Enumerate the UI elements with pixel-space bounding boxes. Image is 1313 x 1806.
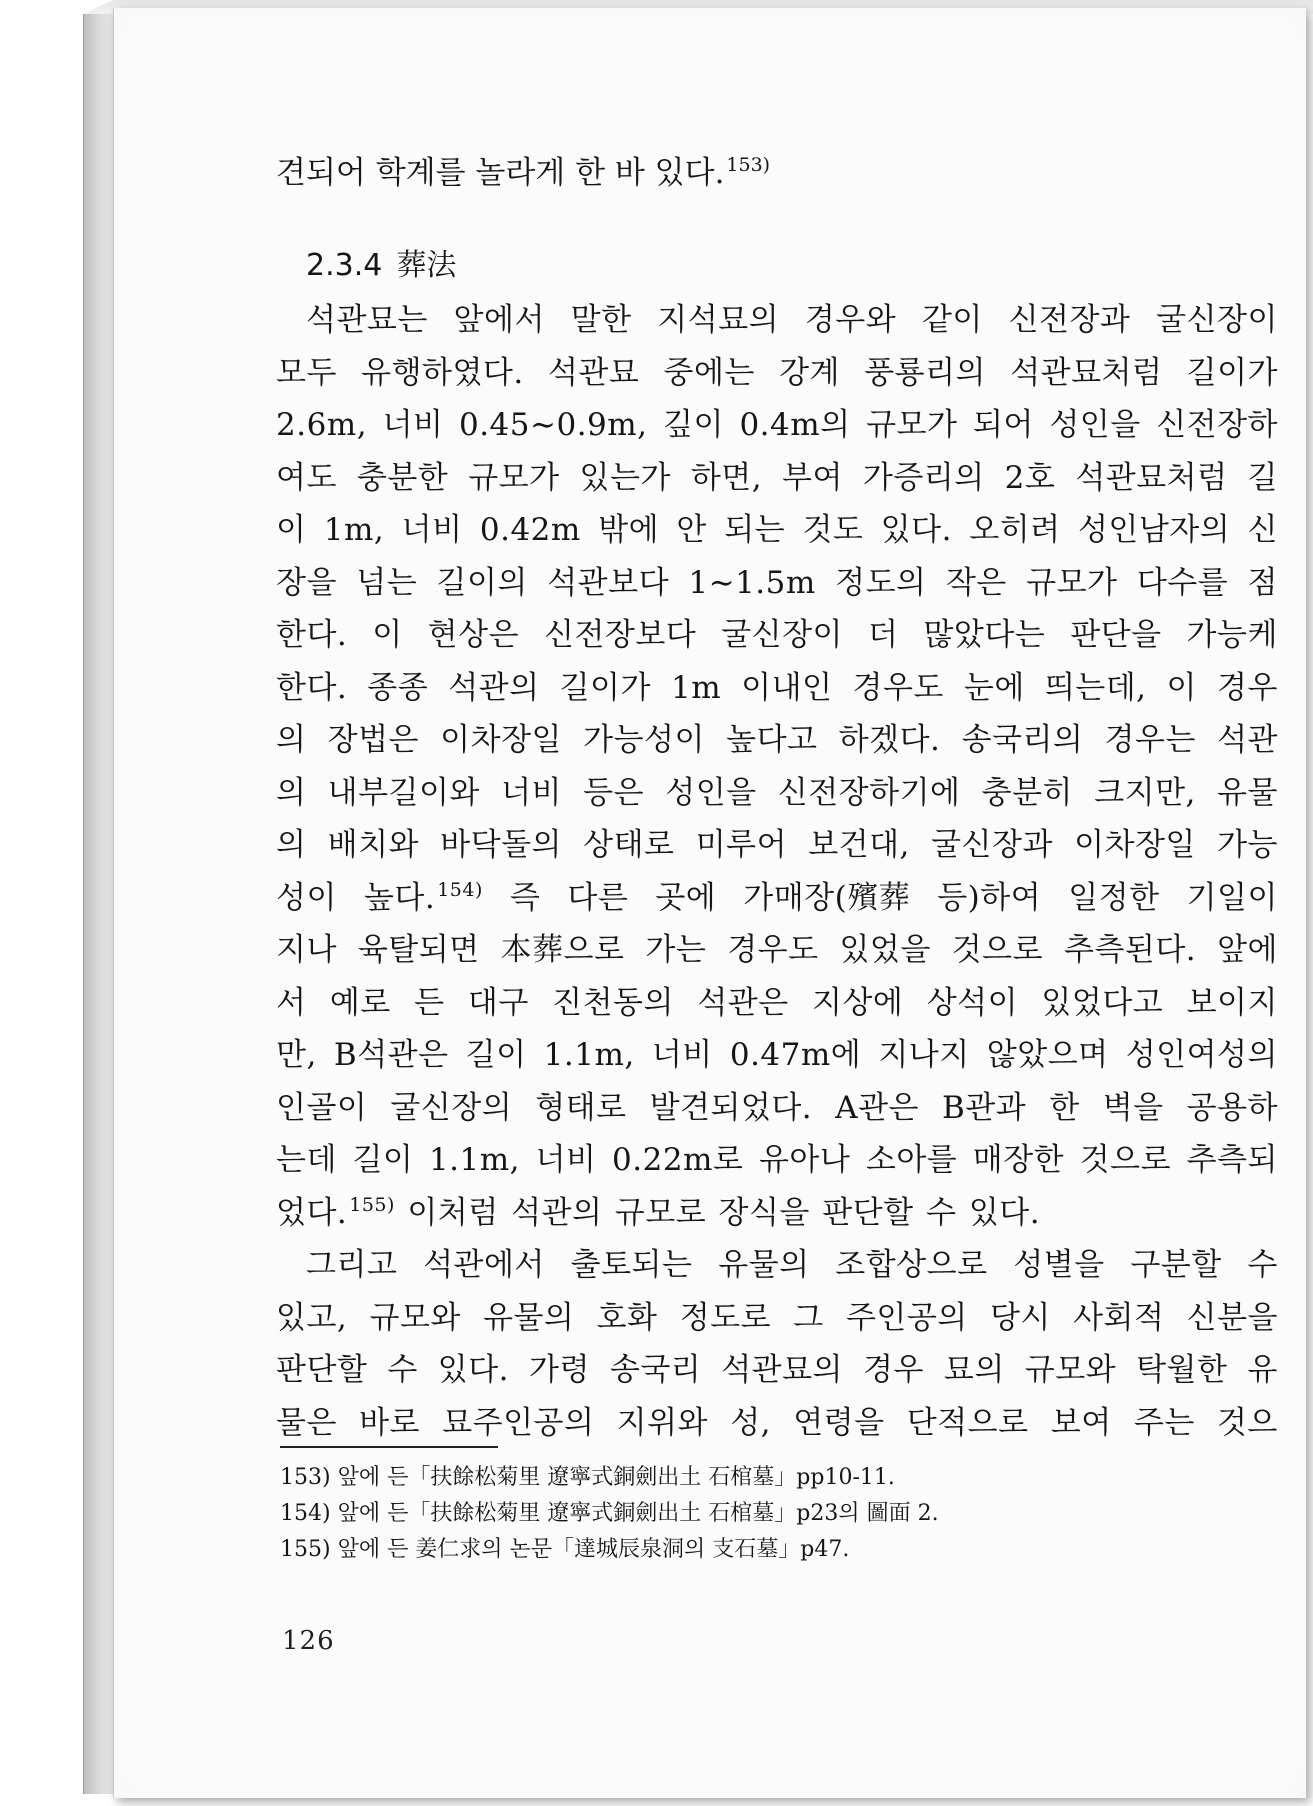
paragraph-burial-methods [276,294,1278,872]
book [83,0,1313,1806]
footnote-ref-155[interactable]: 155) [349,1193,395,1216]
footnote-154: 154) 앞에 든「扶餘松菊里 遼寧式銅劍出土 石棺墓」p23의 圖面 2. [280,1501,939,1526]
text-line: 한다. 종종 석관의 길이가 1m 이내인 경우도 눈에 띄는데, 이 경우 [276,669,1278,706]
page-number: 126 [282,1626,335,1656]
section-title: 葬法 [396,248,457,283]
text-line: 있고, 규모와 유물의 호화 정도로 그 주인공의 당시 사회적 신분을 [276,1299,1278,1336]
footnote-divider [280,1446,498,1448]
footnotes [280,1460,1240,1568]
text-line: 그리고 석관에서 출토되는 유물의 조합상으로 성별을 구분할 수 [306,1247,1278,1283]
text-line: 의 장법은 이차장일 가능성이 높다고 하겠다. 송국리의 경우는 석관 [276,722,1278,758]
paragraph-artifacts [276,1239,1278,1449]
text-line-fn154: 성이 높다. $^{154)}$ 즉 다른 곳에 가매장(殯葬 등)하여 일정한 기일이 [276,878,1278,916]
text-line: 의 배치와 바닥돌의 상태로 미루어 보건대, 굴신장과 이차장일 가능 [276,827,1278,863]
text-line: 서 예로 든 대구 진천동의 석관은 지상에 상석이 있었다고 보이지 [276,984,1278,1021]
text-line-fn155: 었다. $^{155)}$ 이처럼 석관의 규모로 장식을 판단할 수 있다. [276,1193,1041,1231]
book-spine-edge [83,14,114,1794]
continuation-text: 견되어 학계를 놀라게 한 바 있다. [276,155,725,191]
text-line: 석관묘는 앞에서 말한 지석묘의 경우와 같이 신전장과 굴신장이 [306,302,1278,338]
text-line: 한다. 이 현상은 신전장보다 굴신장이 더 많았다는 판단을 가능케 [276,617,1278,653]
text-line: 지나 육탈되면 本葬으로 가는 경우도 있었을 것으로 추측된다. 앞에 [276,932,1278,968]
text-line: 만, B석관은 길이 1.1m, 너비 0.47m에 지나지 않았으며 성인여성의 [276,1037,1278,1073]
text-line: 물은 바로 묘주인공의 지위와 성, 연령을 단적으로 보여 주는 것으 [276,1404,1278,1441]
section-number: 2.3.4 [306,248,383,283]
text-line: 판단할 수 있다. 가령 송국리 석관묘의 경우 묘의 규모와 탁월한 유 [276,1352,1278,1388]
text-line: 인골이 굴신장의 형태로 발견되었다. A관은 B관과 한 벽을 공용하 [276,1089,1278,1126]
text-line: 장을 넘는 길이의 석관보다 1∼1.5m 정도의 작은 규모가 다수를 점 [276,564,1278,601]
paragraph-burial-methods-cont [276,924,1278,1187]
text-line: 모두 유행하였다. 석관묘 중에는 강계 풍룡리의 석관묘처럼 길이가 [276,354,1278,391]
continuation-line [276,148,1278,198]
section-heading [276,238,1278,294]
text-line: 이 1m, 너비 0.42m 밖에 안 되는 것도 있다. 오히려 성인남자의 신 [276,512,1278,548]
footnote-ref-153[interactable]: 153) [726,154,771,176]
page-body [276,148,1278,1449]
text-line: 2.6m, 너비 0.45∼0.9m, 깊이 0.4m의 규모가 되어 성인을 신전장하 [276,407,1278,443]
text-line: 의 내부길이와 너비 등은 성인을 신전장하기에 충분히 크지만, 유물 [276,774,1278,811]
footnote-ref-154[interactable]: 154) [437,878,483,901]
footnote-153: 153) 앞에 든「扶餘松菊里 遼寧式銅劍出土 石棺墓」pp10-11. [280,1465,895,1490]
text-line: 는데 길이 1.1m, 너비 0.22m로 유아나 소아를 매장한 것으로 추측되 [276,1142,1278,1178]
book-page [113,8,1306,1798]
footnote-155: 155) 앞에 든 姜仁求의 논문「達城辰泉洞의 支石墓」p47. [280,1537,850,1562]
text-line: 여도 충분한 규모가 있는가 하면, 부여 가증리의 2호 석관묘처럼 길 [276,459,1278,496]
